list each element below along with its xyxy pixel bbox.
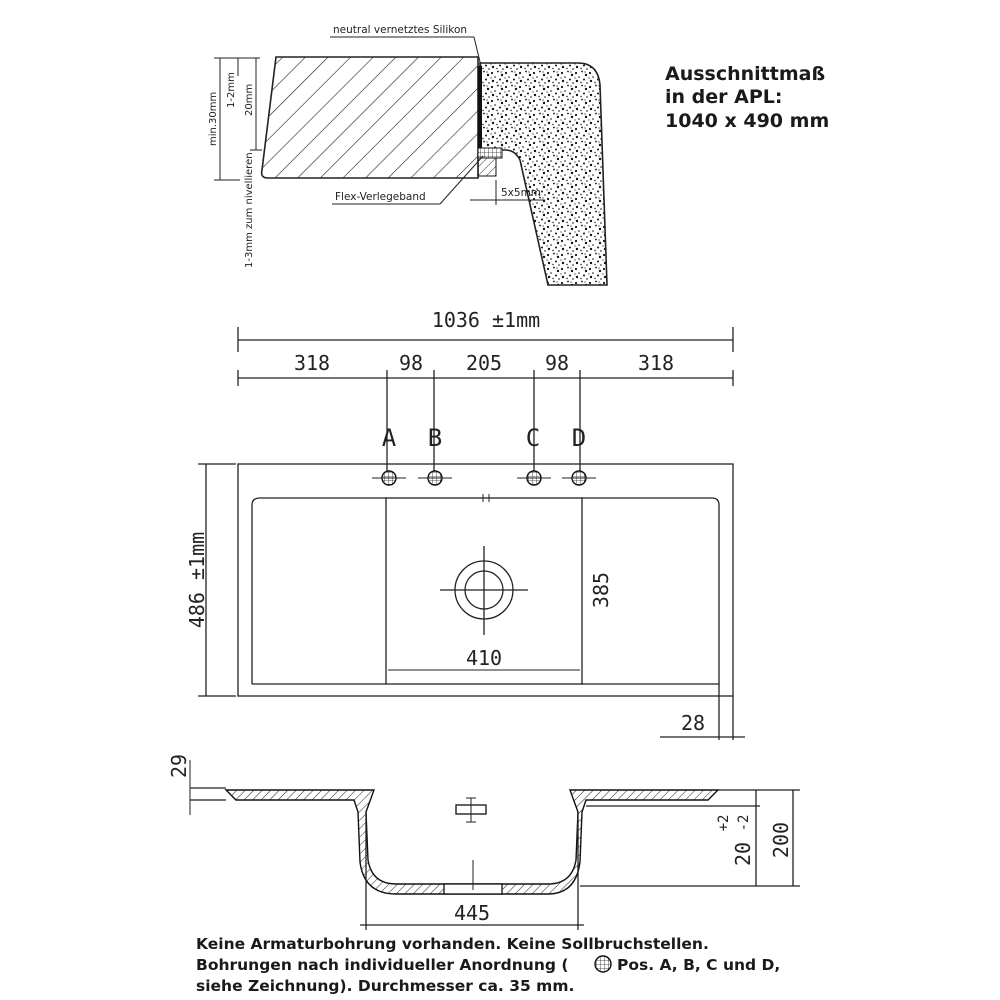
silicone-label: neutral vernetztes Silikon — [333, 24, 468, 36]
tap-hole-a — [372, 471, 406, 485]
drain-icon — [440, 546, 528, 635]
tap-hole-c — [517, 471, 551, 485]
note-line-2a: Bohrungen nach individueller Anordnung ( — [196, 956, 569, 974]
cross-section-detail — [208, 24, 607, 285]
hole-label-b: B — [427, 424, 443, 452]
segment-label-1: 318 — [293, 351, 331, 375]
dim-level: 1-3mm zum nivellieren — [244, 152, 255, 268]
cutout-line-2: in der APL: — [665, 86, 783, 108]
side-view — [167, 754, 800, 930]
edge-offset-label: 28 — [680, 711, 706, 735]
gap-label: 5x5mm — [501, 187, 542, 199]
tape-label: Flex-Verlegeband — [335, 191, 426, 203]
overflow-icon — [456, 798, 486, 822]
note-line-3: siehe Zeichnung). Durchmesser ca. 35 mm. — [196, 977, 575, 995]
hole-label-d: D — [571, 424, 587, 452]
hole-marker-icon — [595, 956, 611, 972]
tolerance-lower: -2 — [736, 814, 752, 832]
segment-label-2: 98 — [398, 351, 424, 375]
cutout-line-1: Ausschnittmaß — [665, 63, 826, 85]
hole-label-a: A — [381, 424, 397, 452]
dim-1-2: 1-2mm — [226, 72, 237, 108]
note-line-1: Keine Armaturbohrung vorhanden. Keine Sollbruchstellen. — [196, 935, 709, 953]
silicone-joint — [478, 66, 482, 148]
cutout-line-3: 1040 x 490 mm — [665, 110, 830, 132]
tap-hole-b — [418, 471, 452, 485]
tap-hole-d — [562, 471, 596, 485]
total-depth-label: 200 — [769, 821, 793, 859]
tolerance-upper: +2 — [716, 814, 732, 832]
worktop-section — [262, 57, 478, 178]
rim-label: 29 — [167, 753, 191, 779]
bowl-depth-label: 385 — [589, 571, 613, 609]
segment-label-4: 98 — [544, 351, 570, 375]
overall-width-label: 1036 ±1mm — [431, 308, 541, 332]
flex-tape — [478, 148, 502, 158]
sink-rim-section — [480, 63, 607, 285]
dim-20: 20mm — [244, 83, 255, 116]
segment-label-5: 318 — [637, 351, 675, 375]
depth-nominal-label: 20 — [731, 841, 755, 867]
left-drainer — [252, 498, 386, 684]
segment-label-3: 205 — [465, 351, 503, 375]
bowl-width-label: 410 — [465, 646, 503, 670]
top-view — [185, 308, 745, 740]
gap-block — [478, 158, 496, 176]
dim-min30: min.30mm — [208, 91, 219, 146]
note-line-2b: Pos. A, B, C und D, — [617, 956, 781, 974]
hole-label-c: C — [525, 424, 541, 452]
height-label: 486 ±1mm — [185, 531, 209, 629]
bottom-width-label: 445 — [453, 901, 491, 925]
cutout-note — [665, 63, 829, 132]
notes — [196, 935, 780, 995]
